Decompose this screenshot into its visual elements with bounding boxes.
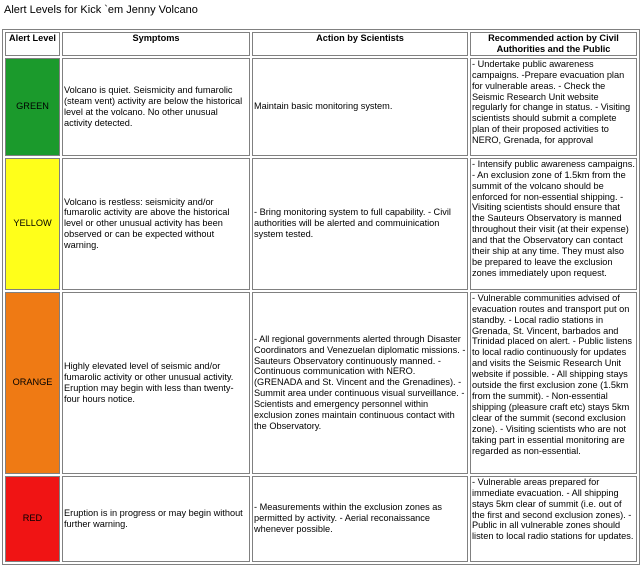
alert-level-cell: GREEN <box>5 58 60 156</box>
action-cell: - Bring monitoring system to full capability. - Civil authorities will be alerted and commuinication system tested. <box>252 158 468 290</box>
header-action-by-scientists: Action by Scientists <box>252 32 468 56</box>
action-cell: - All regional governments alerted through Disaster Coordinators and Venezuelan diplomatic missions. - Sauteurs Observatory continuously manned. - Continuous communication with NERO. (GRENADA and St. Vincent and the Grenadines). - Summit area under continuous visual surveillance. - Scientists and emergency personnel within exclusion zones maintain continuous contact with the Observatory. <box>252 292 468 474</box>
recommended-cell: - Vulnerable areas prepared for immediate evacuation. - All shipping stays 5km clear of summit (i.e. out of the first and second exclusion zones). - Public in all vulnerable zones should listen to local radio stations for updates. <box>470 476 637 562</box>
header-recommended-action: Recommended action by Civil Authorities and the Public <box>470 32 637 56</box>
action-cell: - Measurements within the exclusion zones as permitted by activity. - Aerial reconaissance whenever possible. <box>252 476 468 562</box>
symptoms-cell: Volcano is quiet. Seismicity and fumarolic (steam vent) activity are below the historical level at the volcano. No other unusual activity detected. <box>62 58 250 156</box>
table-row <box>5 58 637 156</box>
alert-level-cell: ORANGE <box>5 292 60 474</box>
page-title: Alert Levels for Kick `em Jenny Volcano <box>4 4 198 16</box>
recommended-cell: - Vulnerable communities advised of evacuation routes and transport put on standby. - Local radio stations in Grenada, St. Vincent, barbados and Trinidad placed on alert. - Public listens to local radio continuously for updates and visits the Seismic Research Unit website if possible. - All shipping stays outside the first exclusion zone (1.5km from the summit). - Non-essential shipping (pleasure craft etc) stays 5km clear of the summit (second exclusion zone). - Visiting scientists who are not taking part in essential monitoring are regarded as non-essential. <box>470 292 637 474</box>
action-cell: Maintain basic monitoring system. <box>252 58 468 156</box>
symptoms-cell: Eruption is in progress or may begin without further warning. <box>62 476 250 562</box>
header-alert-level: Alert Level <box>5 32 60 56</box>
table-row <box>5 292 637 474</box>
table-row <box>5 476 637 562</box>
table-header-row <box>5 32 637 56</box>
alert-level-cell: YELLOW <box>5 158 60 290</box>
recommended-cell: - Intensify public awareness campaigns. - An exclusion zone of 1.5km from the summit of the volcano should be enforced for non-essential shipping. - Visiting scientists should ensure that the Sauteurs Observatory is manned throughout their visit (at their expense) and that the Observatory can contact their ship at any time. They must also be prepared to leave the exclusion zones immediately upon request. <box>470 158 637 290</box>
header-symptoms: Symptoms <box>62 32 250 56</box>
symptoms-cell: Highly elevated level of seismic and/or fumarolic activity or other unusual activity. Eruption may begin with less than twenty-four hours notice. <box>62 292 250 474</box>
table-row <box>5 158 637 290</box>
alert-level-cell: RED <box>5 476 60 562</box>
symptoms-cell: Volcano is restless: seismicity and/or fumarolic activity are above the historical level or other unusual activity has been observed or can be expected without warning. <box>62 158 250 290</box>
alert-levels-table <box>2 29 640 565</box>
recommended-cell: - Undertake public awareness campaigns. -Prepare evacuation plan for vulnerable areas. - Check the Seismic Research Unit website regularly for change in status. - Visiting scientists should submit a complete plan of their proposed activities to NERO, Grenada, for approval <box>470 58 637 156</box>
